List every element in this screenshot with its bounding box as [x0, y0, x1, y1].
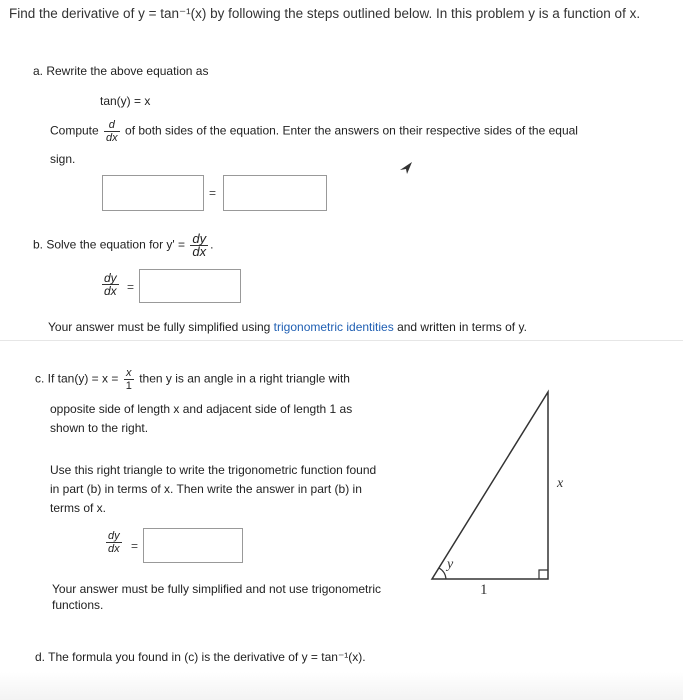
- part-d-formula: y = tan⁻¹(x).: [301, 650, 366, 664]
- part-c-dy-dx-fraction: [106, 530, 122, 555]
- triangle-opposite-label: x: [557, 476, 564, 491]
- x-over-1-numerator: x: [124, 367, 134, 380]
- part-a-right-answer-input[interactable]: [223, 175, 327, 211]
- dy-dx-denominator: dx: [192, 244, 207, 259]
- triangle-adjacent-label: 1: [480, 582, 488, 598]
- part-c-dx: dx: [108, 543, 120, 555]
- part-c-suffix: then y is an angle in a right triangle with: [139, 371, 350, 386]
- problem-statement: Find the derivative of y = tan⁻¹(x) by following the steps outlined below. In this problem y is a function of x.: [9, 6, 641, 21]
- part-b-answer-row: [100, 272, 121, 297]
- trigonometric-identities-link[interactable]: trigonometric identities: [273, 320, 394, 334]
- part-c-note-2: functions.: [52, 598, 104, 612]
- part-b-label: b. Solve the equation for y' =: [33, 237, 186, 252]
- part-b-dx: dx: [104, 284, 117, 298]
- d-dx-numerator: d: [104, 119, 120, 132]
- part-c-dy: dy: [108, 530, 120, 542]
- part-a-equals-sign: =: [209, 186, 217, 200]
- d-dx-denominator: dx: [106, 132, 118, 144]
- part-c-instruction-2: in part (b) in terms of x. Then write the answer in part (b) in: [50, 482, 362, 496]
- compute-suffix-continued: sign.: [50, 152, 76, 166]
- x-over-1-denominator: 1: [125, 380, 132, 392]
- compute-prefix: Compute: [50, 123, 99, 138]
- part-c-answer-input[interactable]: [143, 528, 243, 563]
- section-divider: [0, 340, 683, 341]
- triangle-angle-label: y: [447, 557, 454, 572]
- part-c-equals-sign: =: [131, 539, 139, 553]
- part-b-answer-input[interactable]: [139, 269, 241, 303]
- part-a-left-answer-input[interactable]: [102, 175, 204, 211]
- part-c-instruction-3: terms of x.: [50, 501, 107, 515]
- d-dx-fraction: [104, 119, 120, 144]
- page-bottom-shade: [0, 672, 683, 700]
- part-c-line1: [35, 367, 350, 392]
- part-c-answer-row: [104, 530, 124, 555]
- part-c-line3: shown to the right.: [50, 421, 149, 435]
- part-a-equation: tan(y) = x: [100, 94, 151, 108]
- right-triangle-figure: [420, 382, 580, 587]
- angle-arc: [439, 568, 446, 579]
- dy-dx-numerator: dy: [192, 231, 207, 246]
- part-d-label: d. The formula you found in (c) is the derivative of: [35, 650, 299, 664]
- part-b-dy-dx-fraction: [102, 272, 119, 297]
- part-d-line: [35, 650, 366, 664]
- part-a-label: a. Rewrite the above equation as: [33, 64, 209, 78]
- part-b-note: [48, 320, 527, 334]
- part-a-compute-line: [50, 119, 578, 144]
- part-b-note-suffix: and written in terms of y.: [397, 320, 527, 334]
- part-b-label-line: b. Solve the equation for y' = $\frac{dy}{dx}$ .: [33, 231, 214, 259]
- part-c-line2: opposite side of length x and adjacent side of length 1 as: [50, 402, 353, 416]
- x-over-1-fraction: [124, 367, 134, 392]
- mouse-cursor-icon: [398, 160, 414, 176]
- part-b-note-prefix: Your answer must be fully simplified using: [48, 320, 271, 334]
- triangle-shape: [432, 392, 548, 579]
- part-b-equals-sign: =: [127, 280, 135, 294]
- right-angle-marker: [539, 570, 548, 579]
- part-c-note-1: Your answer must be fully simplified and not use trigonometric: [52, 582, 382, 596]
- part-b-dy: dy: [104, 271, 117, 285]
- compute-suffix: of both sides of the equation. Enter the answers on their respective sides of the equal: [125, 123, 578, 138]
- dy-dx-fraction: [190, 233, 208, 258]
- part-c-prefix: c. If tan(y) = x =: [35, 371, 119, 386]
- part-c-instruction-1: Use this right triangle to write the trigonometric function found: [50, 463, 377, 477]
